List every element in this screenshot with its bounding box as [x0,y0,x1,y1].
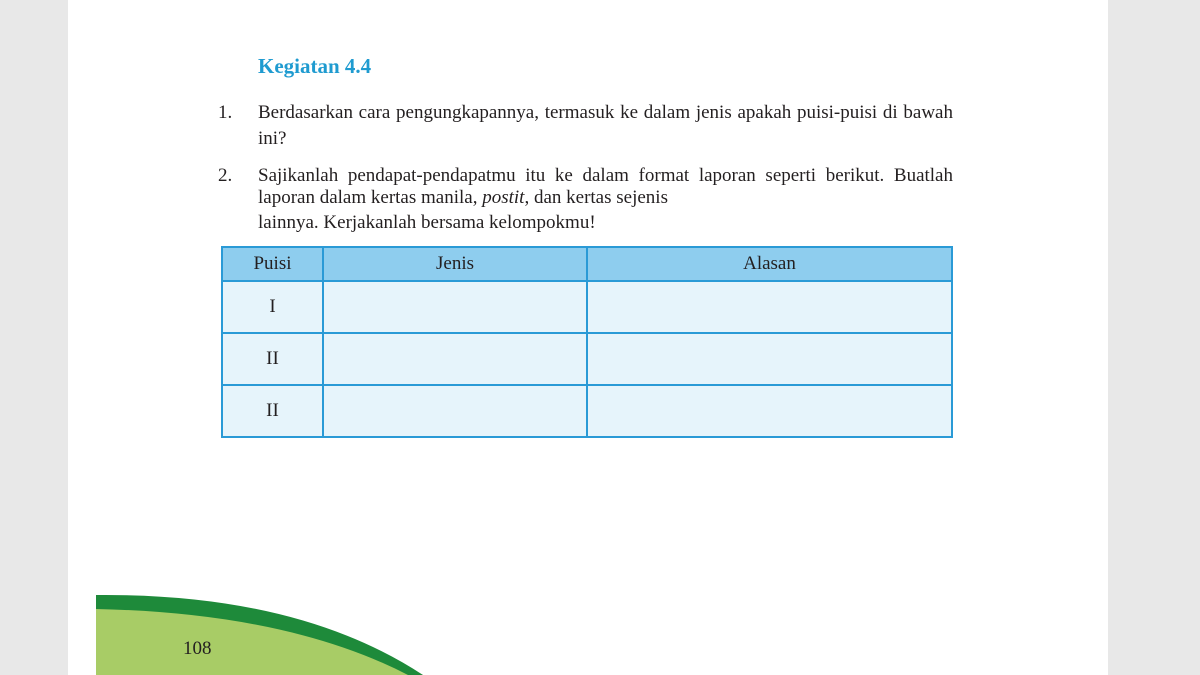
cell-alasan [587,281,952,333]
question-1-text: Berdasarkan cara pengungkapannya, termasuk ke dalam jenis apakah puisi-puisi di bawah ini? [258,102,953,149]
cell-puisi: II [222,385,323,437]
question-2 [218,165,953,234]
book-page [68,0,1108,675]
cell-alasan [587,333,952,385]
footer-wave-decoration [68,585,488,675]
cell-puisi: I [222,281,323,333]
question-2-number: 2. [218,165,233,186]
table-row [222,385,952,437]
question-2-text-before: Sajikanlah pendapat-pendapatmu itu ke dalam format laporan seperti berikut. Buatlah laporan dalam kertas manila, [258,165,953,208]
page-number: 108 [183,638,212,659]
cell-jenis [323,333,587,385]
question-2-text-italic: postit [482,187,525,208]
question-1 [218,100,953,152]
cell-jenis [323,385,587,437]
question-2-text-last: lainnya. Kerjakanlah bersama kelompokmu! [258,212,596,233]
question-2-text [258,165,953,234]
header-jenis: Jenis [323,247,587,281]
header-alasan: Alasan [587,247,952,281]
cell-puisi: II [222,333,323,385]
cell-alasan [587,385,952,437]
table-row [222,333,952,385]
table-header-row [222,247,952,281]
cell-jenis [323,281,587,333]
question-2-text-after: , dan kertas sejenis [524,187,668,208]
activity-heading: Kegiatan 4.4 [258,54,372,78]
question-1-number: 1. [218,102,233,123]
header-puisi: Puisi [222,247,323,281]
report-table [221,246,953,438]
table-row [222,281,952,333]
